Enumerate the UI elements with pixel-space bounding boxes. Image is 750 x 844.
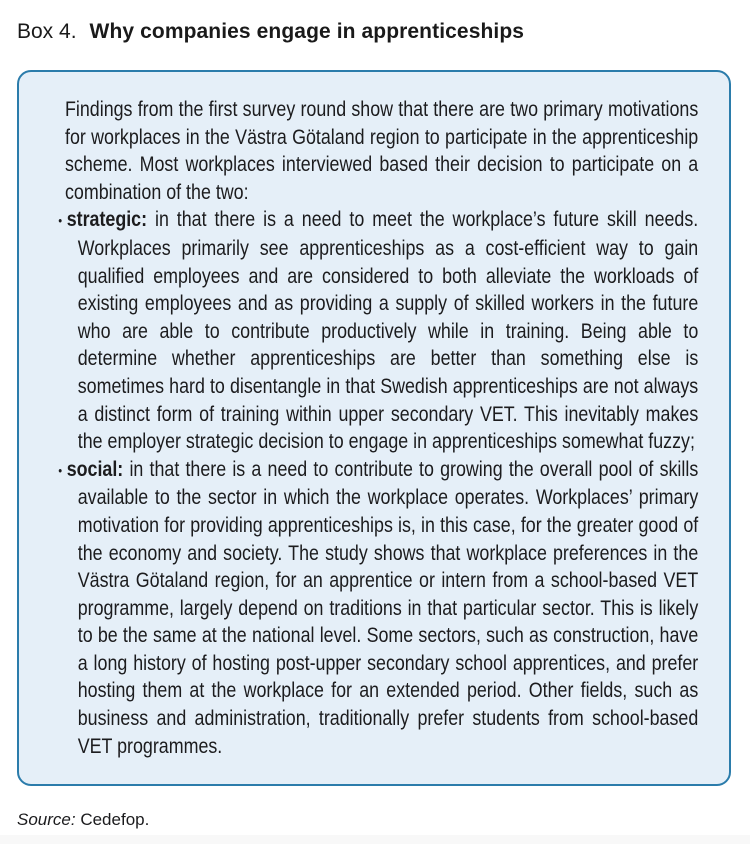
box-number-label: Box 4. — [17, 20, 77, 43]
bullet-term: strategic: — [66, 208, 148, 232]
source-label: Source: — [17, 810, 76, 829]
bullet-list — [58, 206, 699, 760]
bullet-item-social — [58, 456, 699, 761]
source-line — [17, 809, 149, 830]
box-heading: Why companies engage in apprenticeships — [89, 20, 525, 43]
page-bottom-strip — [0, 835, 750, 844]
source-text: Cedefop. — [80, 810, 150, 829]
bullet-text: in that there is a need to contribute to growing the overall pool of skills available to the sector in which the workplace operates. Workplaces’ primary motivation for providing apprenticeships is, in this case, for the greater good of the economy and society. The study shows that workplace preferences in the Västra Götaland region, for an apprentice or intern from a school-based VET programme, largely depend on traditions in that particular sector. This is likely to be the same at the national level. Some sectors, such as construction, have a long history of hosting post-upper secondary school apprentices, and prefer hosting them at the workplace for an extended period. Other fields, such as business and administration, traditionally prefer students from school-based VET programmes. — [77, 457, 699, 758]
bullet-term: social: — [66, 457, 124, 481]
bullet-icon: • — [58, 462, 63, 478]
bullet-item-strategic — [58, 206, 699, 455]
bullet-icon: • — [58, 213, 63, 229]
box-title — [17, 19, 733, 44]
callout-content — [58, 96, 699, 760]
intro-paragraph: Findings from the first survey round show that there are two primary motivations for workplaces in the Västra Götaland region to participate in the apprenticeship scheme. Most workplaces interviewed based their decision to participate on a combination of the two: — [65, 98, 699, 204]
bullet-text: in that there is a need to meet the workplace’s future skill needs. Workplaces primarily see apprenticeships as a cost-efficient way to gain qualified employees and are considered to both alleviate the workloads of existing employees and as providing a supply of skilled workers in the future who are able to contribute productively while in training. Being able to determine whether apprenticeships are better than something else is sometimes hard to disentangle in that Swedish apprenticeships are not always a distinct form of training within upper secondary VET. This inevitably makes the employer strategic decision to engage in apprenticeships somewhat fuzzy; — [77, 208, 699, 454]
callout-box — [17, 70, 731, 786]
